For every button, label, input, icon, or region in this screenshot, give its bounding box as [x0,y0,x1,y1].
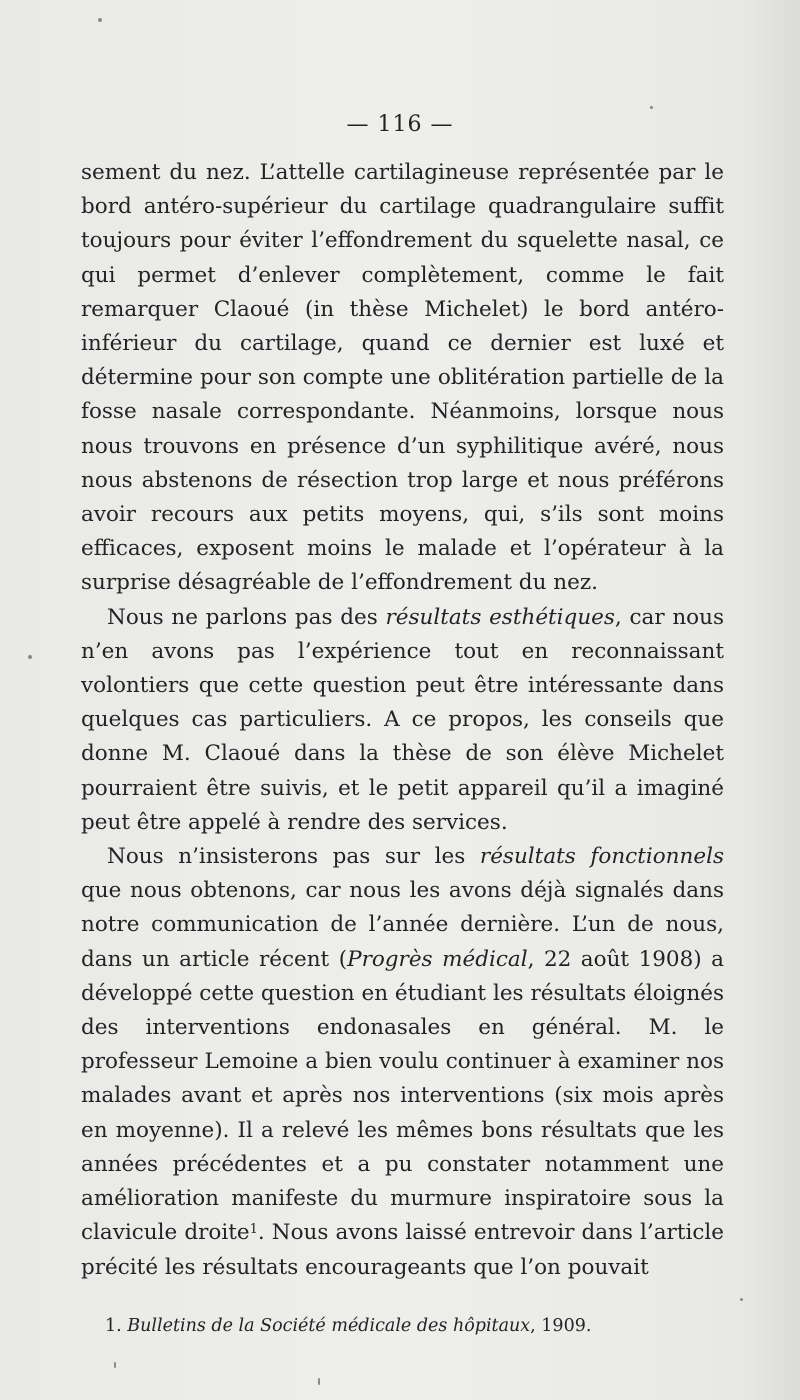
paragraph-2 [81,601,724,840]
page-edge-shadow [740,0,800,1400]
paragraph-3 [81,840,724,1285]
paragraph-3-text-2: que nous obtenons, car nous les avons déjà signalés dans notre communication de l’année dernière. L’un de nous, dans un article récent ( [81,878,724,972]
paragraph-3-text-1: Nous n’insisterons pas sur les [107,844,480,870]
paragraph-1 [81,156,724,601]
paragraph-3-text-4: . Nous avons laissé entrevoir dans l’article précité les résultats encourageants que l’on pouvait [81,1220,724,1280]
footnote [105,1314,725,1338]
body-text [81,156,724,1285]
emphasis-aesthetic-results: résultats esthétiques [385,604,615,630]
paper-speck [740,1298,743,1301]
paper-speck [114,1362,116,1368]
footnote-year: , 1909. [530,1316,592,1336]
paragraph-1-text: sement du nez. L’attelle cartilagineuse représentée par le bord antéro-supérieur du cartilage quadrangulaire suffit toujours pour éviter l’effondrement du squelette nasal, ce qui permet d’enlever complètement, comme le fait remarquer Claoué (in thèse Michelet) le bord antéro-inférieur du cartilage, quand ce dernier est luxé et détermine pour son compte une oblitération partielle de la fosse nasale correspondante. Néanmoins, lorsque nous nous trouvons en présence d’un syphilitique avéré, nous nous abstenons de résection trop large et nous préférons avoir recours aux petits moyens, qui, s’ils sont moins efficaces, exposent moins le malade et l’opérateur à la surprise désagréable de l’effondrement du nez. [81,160,724,596]
footnote-marker: 1. [105,1316,122,1336]
paragraph-3-text-3: , 22 août 1908) a développé cette question en étudiant les résultats éloignés des interventions endonasales en général. M. le professeur Lemoine a bien voulu continuer à examiner nos malades avant et après nos interventions (six mois après en moyenne). Il a relevé les mêmes bons résultats que les années précédentes et a pu constater notamment une amélioration manifeste du murmure inspiratoire sous la clavicule droite [81,946,725,1246]
journal-title-progres-medical: Progrès médical [347,946,528,972]
paragraph-2-text-start: Nous ne parlons pas des [107,604,386,630]
paper-speck [650,106,653,109]
footnote-reference[interactable]: 1 [249,1222,258,1238]
footnote-journal-title: Bulletins de la Société médicale des hôpitaux [127,1316,531,1336]
paper-speck [98,18,102,22]
paper-speck [318,1378,320,1385]
emphasis-functional-results: résultats fonctionnels [479,844,724,870]
page-number: — 116 — [346,112,454,137]
paragraph-2-text-end: , car nous n’en avons pas l’expérience tout en reconnaissant volontiers que cette question peut être intéressante dans quelques cas particuliers. A ce propos, les conseils que donne M. Claoué dans la thèse de son élève Michelet pourraient être suivis, et le petit appareil qu’il a imaginé peut être appelé à rendre des services. [81,604,724,835]
paper-speck [28,655,32,659]
